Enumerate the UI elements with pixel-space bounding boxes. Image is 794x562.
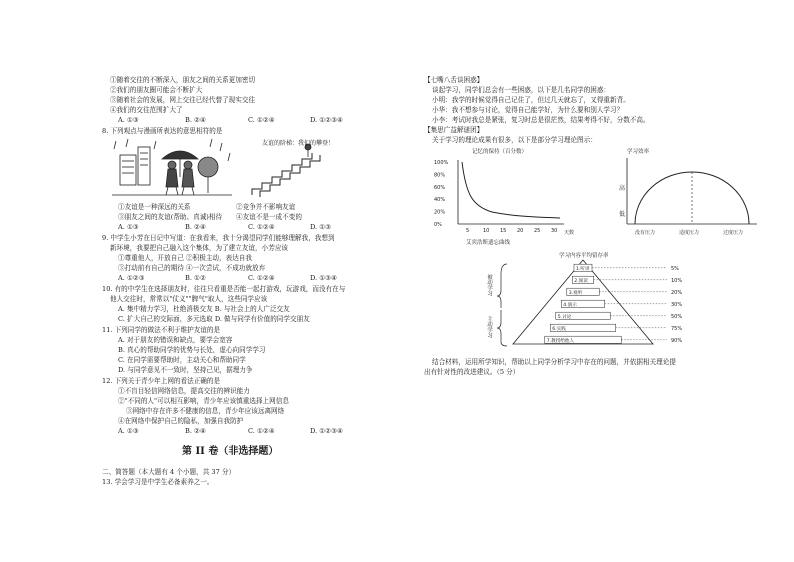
forget-xtick: 10 [483,228,490,234]
q8-option-2: ②竞争并不影响友谊 [236,203,296,211]
passive-label: 被动学习 [486,274,492,296]
q12-answer-a: A. ①③ [118,427,139,435]
q9-answer-c: C. ①②④ [248,274,275,282]
forget-ytick: 0% [434,222,442,228]
forget-ytick: 60% [434,184,446,191]
pyramid-level-name: 7.教授给他人 [546,338,575,344]
talk-line-2: 小明：我学的时候觉得自己记住了，但过几天就忘了，又得重新背。 [432,96,630,104]
pyramid-level-pct: 10% [671,277,683,284]
top-option-a: A. ①③ [118,116,139,124]
talk-line-3: 小华：我不想参与讨论，觉得自己能学好，为什么要和别人学习？ [432,106,624,114]
pyramid-level-name: 3.视听 [568,290,583,296]
pyramid-level-pct: 20% [671,289,683,296]
talk-line-1: 谈起学习，同学们总会有一些困惑，以下是几名同学的困惑： [432,86,611,94]
forgetting-curve-chart [432,146,582,246]
forget-xtick: 15 [500,228,507,234]
section-title: 第 II 卷（非选择题） [182,446,279,457]
forget-xtick: 20 [517,228,524,234]
q10-line-3: A. 集中精力学习，杜绝消极交友 B. 与社会上的人广泛交友 [118,305,290,313]
q11-line-1: 11. 下列同学的做法不利于维护友谊的是 [102,326,221,334]
talk-line-4: 小李：考试时我总是紧张，复习时总是很茫然，结果考得不好，分数不高。 [432,116,650,124]
top-option-c: C. ①②④ [248,116,275,124]
q11-line-4: C. 在同学需要帮助时，主动关心和帮助同学 [118,356,246,364]
active-label: 主动学习 [486,316,492,338]
q12-answer-c: C. ①②④ [248,427,275,435]
top-option-d: D. ①②③④ [310,116,343,124]
forget-ytick: 20% [434,209,446,216]
pyramid-title: 学习内容平均留存率 [559,253,609,259]
cartoon-caption: 友谊的阶梯：我们的攀登！ [262,140,335,147]
pyramid-level-name: 2.阅读 [574,278,588,284]
q8-answer-a: A. ①③ [118,223,139,231]
tag-confusion: 【七嘴八舌谈困惑】 [424,76,484,84]
q8-answer-b: B. ②④ [185,223,206,231]
pressure-efficiency-chart [607,146,767,246]
q9-line-3: ①尊重他人，开放自己 ②积极主动，表达自我 [118,254,252,262]
q10-line-2: 他人交往时，常常以"仗义""脾气"取人，这些同学应该 [110,295,268,303]
q12-line-3: ②"不同的人"可以相互影响，青少年应该慎重选择上网信息 [118,397,289,405]
pyramid-level-name: 5.讨论 [557,314,572,320]
q12-line-5: ④在网络中保护自己的隐私，加强自我防护 [118,417,244,425]
q9-line-2: 新环境，我要把自己融入这个集体，为了建立友谊，小芳应该 [110,244,289,252]
q11-line-3: B. 真心的帮助同学的优势与长处，虚心向同学学习 [118,346,266,354]
study-intro: 关于学习的理论成果有很多，以下是部分学习理论图示： [432,136,597,144]
q8-answer-c: C. ①②④ [248,223,275,231]
q8-option-1: ①友谊是一种深远的关系 [118,203,191,211]
q10-line-4: C. 扩大自己的交际面，多元选取 D. 做与同学有价值的同学交朋友 [118,315,310,323]
top-line-1: ①随着交往的不断深入，朋友之间的关系更加密切 [110,76,256,84]
q8-option-3: ③朋友之间的友谊(帮助、真诚)相待 [118,213,223,221]
part2-heading: 二、简答题（本大题有 4 个小题，共 37 分） [102,468,236,476]
forget-title: 记忆的保持（百分数） [472,149,528,155]
q8-option-4: ④友谊不是一成不变的 [236,213,302,221]
q10-line-1: 10. 有的中学生在选择朋友时，往往只看重是否能一起打游戏，玩游戏，而没有在与 [102,285,346,293]
pyramid-level-name: 6.实践 [552,326,566,332]
forget-ytick: 80% [434,172,446,179]
forget-ytick: 40% [434,197,446,204]
q12-line-1: 12. 下列关于青少年上网的看法正确的是 [102,377,221,385]
instruction-line-2: 出有针对性的改进建议。（5 分） [424,368,520,376]
q9-answer-a: A. ①②③ [118,274,145,282]
top-line-2: ②我们的朋友圈可能会不断扩大 [110,86,203,94]
passive-brace [497,264,507,308]
q9-line-4: ③打动前有自己的期待 ④一次尝试，不成功就放弃 [118,264,266,272]
q13-line: 13. 学会学习是中学生必备素养之一。 [102,478,214,486]
forget-caption: 艾宾浩斯遗忘曲线 [466,240,511,246]
q8-answer-d: D. ①③ [310,223,332,231]
q12-line-2: ①不盲目轻信网络信息，提高交往的辨识能力 [118,387,250,395]
forget-xtick: 25 [534,228,541,234]
forget-xtick: 30 [551,228,558,234]
top-option-b: B. ②④ [185,116,206,124]
pyramid-level-name: 4.演示 [563,302,577,308]
q9-answer-d: D. ①③④ [310,274,337,282]
pressure-x-none: 没有压力 [635,230,656,236]
pressure-high: 高 [619,185,626,192]
learning-pyramid [467,250,727,350]
forget-x-unit: 天数 [564,230,575,236]
q9-answer-b: B. ①② [185,274,206,282]
tag-solutions: 【集思广益解谜团】 [424,126,484,134]
q12-answer-b: B. ②④ [185,427,206,435]
right-column [397,0,794,562]
pyramid-level-pct: 75% [671,325,683,332]
instruction-line-1: 结合材料，运用所学知识，帮助以上同学分析学习中存在的问题，并依据相关理论提 [432,358,676,366]
q9-line-1: 9. 中学生小芳在日记中写道：在我看来，我十分渴望同学们能够理解我，我想到 [102,234,335,242]
q11-line-5: D. 与同学意见不一致时，坚持己见，据理力争 [118,366,253,374]
top-line-3: ③随着社会的发展，网上交往已经代替了现实交往 [110,96,256,104]
pyramid-level-pct: 5% [671,265,679,272]
top-line-4: ④我们的交往范围扩大了 [110,106,183,114]
forget-ytick: 100% [434,160,449,166]
pyramid-level-pct: 30% [671,301,683,308]
pressure-y-label: 学习效率 [627,149,650,155]
pyramid-level-pct: 90% [671,337,683,344]
pressure-x-moderate: 适度压力 [679,230,700,236]
forget-curve [462,162,560,218]
forget-xtick: 5 [466,228,470,234]
pressure-x-excess: 过度压力 [723,230,744,236]
pyramid-level-pct: 50% [671,313,683,320]
q12-answer-d: D. ①②③④ [310,427,343,435]
friendship-cartoon [112,137,352,199]
pyramid-level-name: 1.听讲 [576,266,590,272]
q11-line-2: A. 对于朋友的错误和缺点，要学会宽容 [118,336,233,344]
active-brace [497,310,507,346]
pressure-low: 低 [619,211,626,218]
q8-stem: 8. 下列观点与漫画所表达的意思相符的是 [102,127,223,135]
q12-line-4: ③网络中存在许多不健康的信息，青少年应该远离网络 [126,407,285,415]
